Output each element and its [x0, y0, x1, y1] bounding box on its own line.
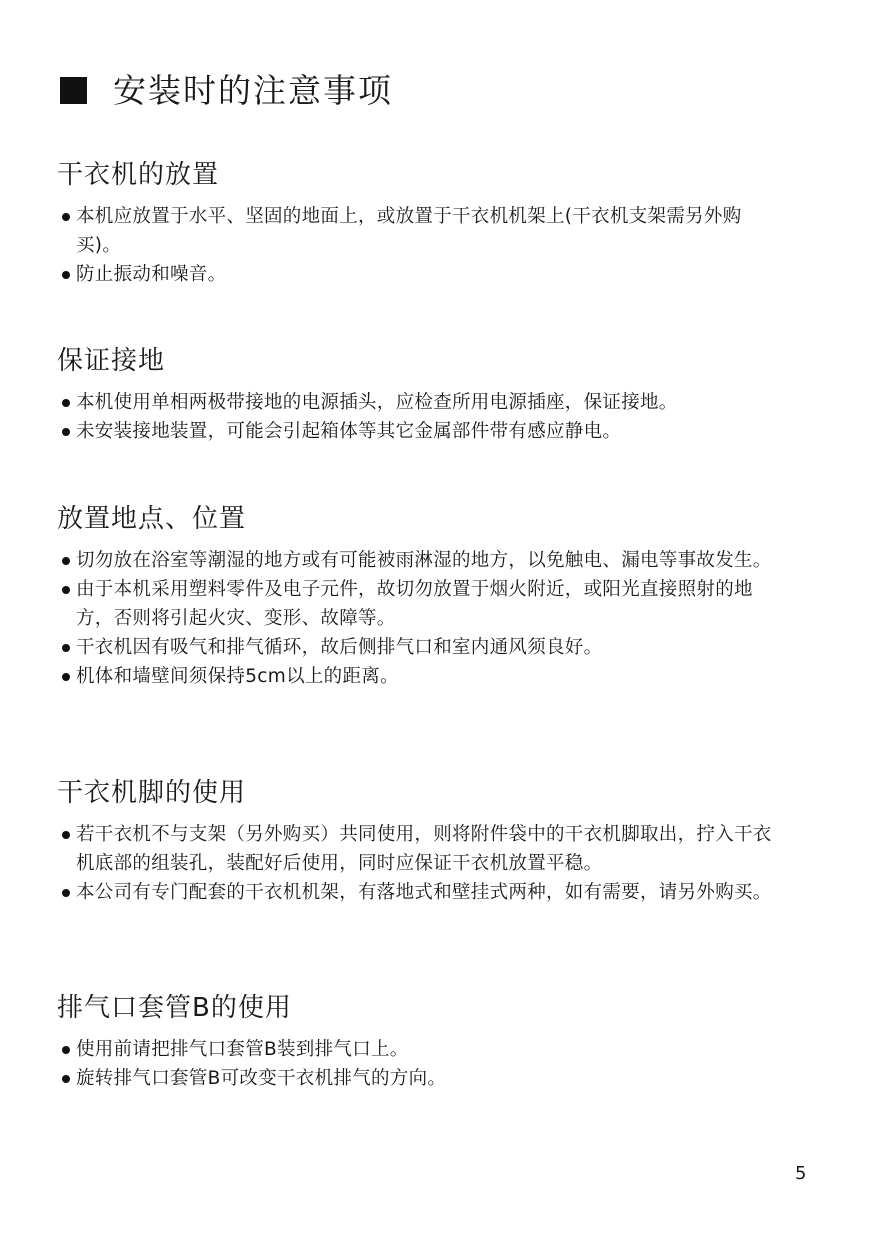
list-item: 干衣机因有吸气和排气循环，故后侧排气口和室内通风须良好。: [57, 633, 777, 662]
bullet-dot-icon: [62, 271, 70, 279]
section-location: [57, 502, 777, 691]
page-title: [60, 71, 393, 110]
bullet-dot-icon: [62, 889, 70, 897]
bullet-dot-icon: [62, 1075, 70, 1083]
section-dryer-feet: [57, 776, 777, 907]
list-item: 切勿放在浴室等潮湿的地方或有可能被雨淋湿的地方，以免触电、漏电等事故发生。: [57, 546, 777, 575]
section-exhaust-sleeve: [57, 991, 777, 1093]
list-item: 使用前请把排气口套管B装到排气口上。: [57, 1035, 777, 1064]
bullet-dot-icon: [62, 213, 70, 221]
section-grounding: [57, 344, 777, 446]
list-item: 防止振动和噪音。: [57, 260, 777, 289]
bullet-list: [57, 546, 777, 691]
bullet-dot-icon: [62, 557, 70, 565]
list-item: 本机使用单相两极带接地的电源插头，应检查所用电源插座，保证接地。: [57, 388, 777, 417]
list-item: 未安装接地装置，可能会引起箱体等其它金属部件带有感应静电。: [57, 417, 777, 446]
bullet-list: [57, 820, 777, 907]
list-item: 由于本机采用塑料零件及电子元件，故切勿放置于烟火附近，或阳光直接照射的地方，否则将引起火灾、变形、故障等。: [57, 575, 777, 633]
section-dryer-placement: [57, 158, 777, 289]
section-heading: 放置地点、位置: [57, 504, 247, 534]
list-item: 本机应放置于水平、坚固的地面上，或放置于干衣机机架上(干衣机支架需另外购买)。: [57, 202, 777, 260]
bullet-dot-icon: [62, 586, 70, 594]
bullet-list: [57, 1035, 777, 1093]
list-item: 本公司有专门配套的干衣机机架，有落地式和壁挂式两种，如有需要，请另外购买。: [57, 878, 777, 907]
square-bullet-icon: [60, 77, 87, 104]
page-number: 5: [795, 1163, 807, 1184]
list-item: 机体和墙壁间须保持5cm以上的距离。: [57, 662, 777, 691]
page-title-text: 安装时的注意事项: [113, 71, 393, 110]
bullet-dot-icon: [62, 831, 70, 839]
list-item: 若干衣机不与支架（另外购买）共同使用，则将附件袋中的干衣机脚取出，拧入干衣机底部的组装孔，装配好后使用，同时应保证干衣机放置平稳。: [57, 820, 777, 878]
section-heading: 排气口套管B的使用: [57, 993, 292, 1023]
section-heading: 干衣机脚的使用: [57, 778, 247, 808]
bullet-dot-icon: [62, 428, 70, 436]
bullet-dot-icon: [62, 644, 70, 652]
bullet-dot-icon: [62, 673, 70, 681]
bullet-list: [57, 388, 777, 446]
list-item: 旋转排气口套管B可改变干衣机排气的方向。: [57, 1064, 777, 1093]
bullet-dot-icon: [62, 399, 70, 407]
section-heading: 干衣机的放置: [57, 160, 220, 190]
bullet-dot-icon: [62, 1046, 70, 1054]
section-heading: 保证接地: [57, 346, 166, 376]
bullet-list: [57, 202, 777, 289]
